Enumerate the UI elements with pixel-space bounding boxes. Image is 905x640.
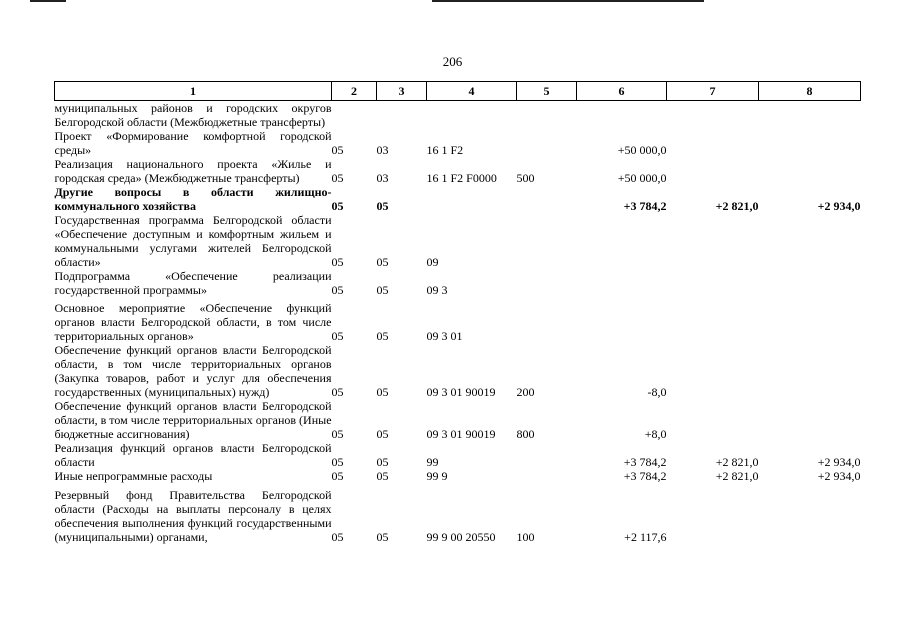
row-expense-type (517, 129, 577, 157)
row-amount-year1: +8,0 (644, 427, 667, 441)
header-col-6: 6 (577, 82, 667, 101)
row-target-article: 16 1 F2 (426, 143, 464, 157)
row-section: 05 (331, 329, 344, 343)
row-amount-year3 (759, 301, 861, 343)
row-section: 05 (331, 255, 344, 269)
row-amount-year2 (667, 269, 759, 297)
row-name: Государственная программа Белгородской области «Обеспечение доступным и комфортным жильем и коммунальными услугами жителей Белгородской области» (54, 213, 332, 269)
table-row (55, 213, 861, 269)
row-amount-year2 (667, 343, 759, 399)
row-name: Проект «Формирование комфортной городской среды» (54, 129, 332, 157)
row-amount-year1: +3 784,2 (623, 455, 667, 469)
row-subsection: 05 (376, 469, 389, 483)
row-amount-year2 (667, 488, 759, 544)
row-subsection: 05 (376, 427, 389, 441)
row-amount-year3 (759, 101, 861, 130)
row-section: 05 (331, 171, 344, 185)
row-subsection: 05 (376, 530, 389, 544)
row-amount-year2 (667, 301, 759, 343)
row-subsection: 05 (376, 255, 389, 269)
row-section: 05 (331, 455, 344, 469)
row-section: 05 (331, 469, 344, 483)
row-amount-year3 (759, 157, 861, 185)
row-name: Другие вопросы в области жилищно-коммунального хозяйства (54, 185, 332, 213)
row-amount-year2: +2 821,0 (715, 455, 759, 469)
row-amount-year2 (667, 157, 759, 185)
row-amount-year3 (759, 213, 861, 269)
row-subsection: 05 (376, 385, 389, 399)
row-target-article: 99 9 00 20550 (426, 530, 496, 544)
row-expense-type: 100 (516, 530, 535, 544)
row-amount-year3: +2 934,0 (817, 199, 861, 213)
row-amount-year1 (577, 213, 667, 269)
row-expense-type (517, 101, 577, 130)
row-target-article (427, 101, 517, 130)
row-target-article: 09 3 01 (426, 329, 463, 343)
row-section: 05 (331, 143, 344, 157)
row-amount-year3 (759, 129, 861, 157)
row-name: Обеспечение функций органов власти Белгородской области, в том числе территориальных органов (Иные бюджетные ассигнования) (54, 399, 332, 441)
row-amount-year2 (667, 399, 759, 441)
row-expense-type (517, 213, 577, 269)
budget-table (54, 81, 861, 544)
header-col-7: 7 (667, 82, 759, 101)
row-amount-year1 (577, 269, 667, 297)
row-subsection: 05 (376, 455, 389, 469)
row-amount-year3 (759, 488, 861, 544)
row-expense-type (517, 469, 577, 483)
row-target-article: 09 3 01 90019 (426, 385, 496, 399)
row-amount-year1: -8,0 (647, 385, 667, 399)
row-expense-type: 200 (516, 385, 535, 399)
row-name: Реализация национального проекта «Жилье и городская среда» (Межбюджетные трансферты) (54, 157, 332, 185)
row-expense-type: 500 (516, 171, 535, 185)
row-section: 05 (331, 199, 344, 213)
row-amount-year3 (759, 399, 861, 441)
row-name: Основное мероприятие «Обеспечение функций органов власти Белгородской области, в том числе территориальных органов» (54, 301, 332, 343)
row-section (332, 101, 377, 130)
row-amount-year3 (759, 343, 861, 399)
header-col-8: 8 (759, 82, 861, 101)
row-expense-type (517, 269, 577, 297)
table-row (55, 343, 861, 399)
row-amount-year1: +50 000,0 (617, 143, 667, 157)
row-subsection (377, 101, 427, 130)
row-amount-year3 (759, 269, 861, 297)
table-row (55, 185, 861, 213)
row-amount-year2 (667, 213, 759, 269)
row-name: Иные непрограммные расходы (54, 469, 213, 483)
page-number: 206 (442, 54, 463, 69)
table-row (55, 469, 861, 483)
row-amount-year1 (577, 101, 667, 130)
row-amount-year3: +2 934,0 (817, 469, 861, 483)
row-expense-type: 800 (516, 427, 535, 441)
row-section: 05 (331, 427, 344, 441)
top-rule-right (432, 0, 704, 2)
top-rule-left (30, 0, 66, 2)
table-body (55, 101, 861, 545)
header-col-1: 1 (55, 82, 332, 101)
row-amount-year1: +2 117,6 (624, 530, 667, 544)
row-name: Подпрограмма «Обеспечение реализации государственной программы» (54, 269, 332, 297)
row-name: муниципальных районов и городских округов Белгородской области (Межбюджетные трансферты) (54, 101, 332, 129)
row-expense-type (517, 441, 577, 469)
row-amount-year1: +3 784,2 (623, 469, 667, 483)
row-target-article: 99 (426, 455, 439, 469)
row-target-article: 99 9 (426, 469, 448, 483)
row-target-article (427, 185, 517, 213)
table-row (55, 399, 861, 441)
row-amount-year2 (667, 101, 759, 130)
row-subsection: 05 (376, 199, 389, 213)
row-amount-year2: +2 821,0 (715, 199, 759, 213)
row-section: 05 (331, 530, 344, 544)
row-target-article: 09 (426, 255, 439, 269)
row-section: 05 (331, 283, 344, 297)
row-amount-year1: +50 000,0 (617, 171, 667, 185)
header-col-3: 3 (377, 82, 427, 101)
header-row (55, 82, 861, 101)
row-name: Реализация функций органов власти Белгородской области (54, 441, 332, 469)
row-expense-type (517, 185, 577, 213)
table-header (55, 82, 861, 101)
row-amount-year2: +2 821,0 (715, 469, 759, 483)
row-subsection: 05 (376, 283, 389, 297)
row-amount-year2 (667, 129, 759, 157)
row-section: 05 (331, 385, 344, 399)
row-subsection: 03 (376, 171, 389, 185)
row-target-article: 09 3 (426, 283, 448, 297)
table-row (55, 269, 861, 297)
table-row (55, 488, 861, 544)
header-col-2: 2 (332, 82, 377, 101)
table-row (55, 441, 861, 469)
header-col-5: 5 (517, 82, 577, 101)
table-row (55, 157, 861, 185)
row-target-article: 09 3 01 90019 (426, 427, 496, 441)
table-row (55, 101, 861, 130)
row-expense-type (517, 301, 577, 343)
row-amount-year3: +2 934,0 (817, 455, 861, 469)
row-amount-year1: +3 784,2 (623, 199, 667, 213)
table-row (55, 129, 861, 157)
row-amount-year1 (577, 301, 667, 343)
row-name: Резервный фонд Правительства Белгородской области (Расходы на выплаты персоналу в целях обеспечения выполнения функций государственными (муниципальными) органами, (54, 488, 332, 544)
header-col-4: 4 (427, 82, 517, 101)
row-subsection: 05 (376, 329, 389, 343)
table-row (55, 301, 861, 343)
row-subsection: 03 (376, 143, 389, 157)
row-target-article: 16 1 F2 F0000 (426, 171, 497, 185)
row-name: Обеспечение функций органов власти Белгородской области, в том числе территориальных органов (Закупка товаров, работ и услуг для обеспечения государственных (муниципальных) нужд) (54, 343, 332, 399)
